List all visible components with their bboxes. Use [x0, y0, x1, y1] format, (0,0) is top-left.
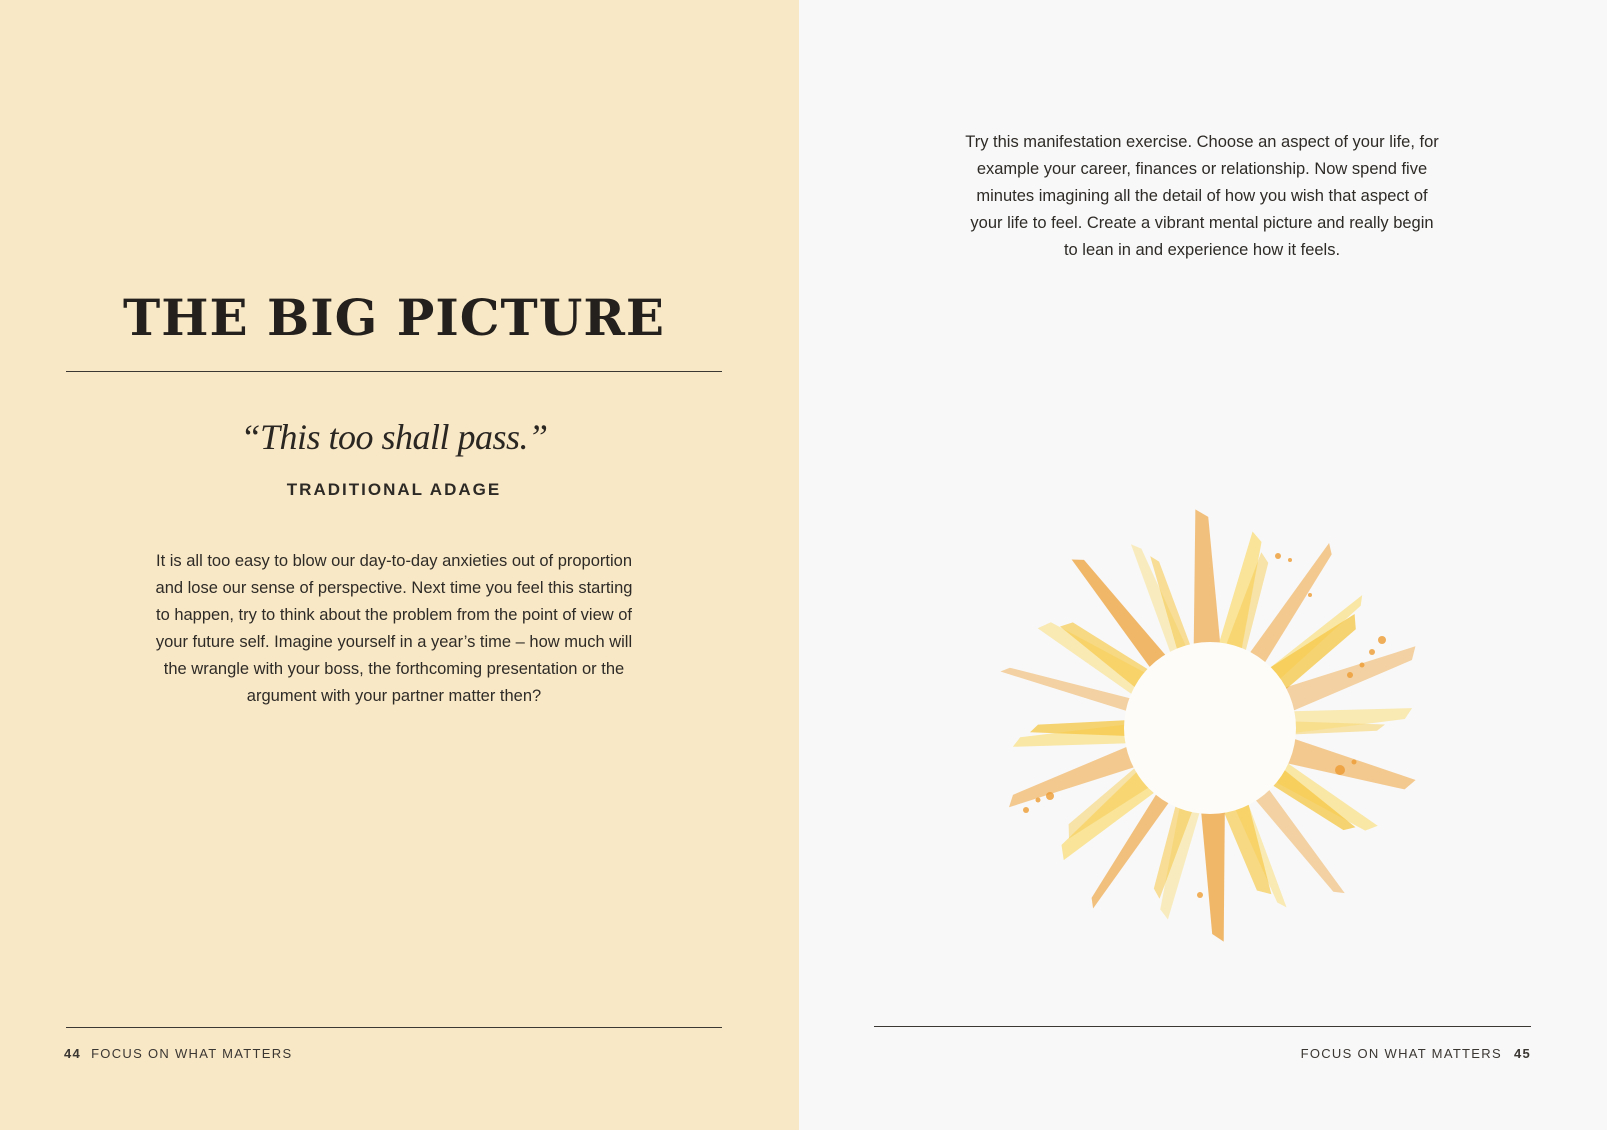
sun-ray — [1200, 798, 1230, 943]
running-head-right: FOCUS ON WHAT MATTERS — [1300, 1046, 1502, 1061]
footer-left — [64, 1046, 292, 1061]
body-line: minutes imagining all the detail of how you wish that aspect of — [976, 187, 1428, 205]
left-body-text — [128, 548, 660, 710]
watercolor-sun-icon — [990, 500, 1430, 960]
quote-text: “This too shall pass.” — [240, 417, 548, 457]
body-line: to happen, try to think about the problem from the point of view of — [155, 606, 633, 624]
title-divider — [66, 371, 722, 372]
footer-divider-right — [874, 1026, 1531, 1027]
right-body-text — [946, 129, 1458, 264]
body-line: argument with your partner matter then? — [246, 687, 542, 705]
sun-ray — [1188, 509, 1221, 659]
body-line: your life to feel. Create a vibrant mental picture and really begin — [970, 214, 1434, 232]
footer-right — [1301, 1046, 1531, 1061]
sun-center — [1124, 642, 1296, 814]
body-line: and lose our sense of perspective. Next time you feel this starting — [155, 579, 633, 597]
page-number-left: 44 — [64, 1046, 82, 1061]
body-line: Try this manifestation exercise. Choose an aspect of your life, for — [965, 133, 1439, 151]
quote-attribution: TRADITIONAL ADAGE — [286, 480, 502, 499]
footer-divider-left — [66, 1027, 722, 1028]
body-line: to lean in and experience how it feels. — [1063, 241, 1341, 259]
body-line: your future self. Imagine yourself in a year’s time – how much will — [155, 633, 633, 651]
sun-ray — [1030, 720, 1140, 737]
page-title: THE BIG PICTURE — [123, 288, 665, 347]
left-page — [0, 0, 799, 1130]
body-line: example your career, finances or relationship. Now spend five — [976, 160, 1428, 178]
body-line: It is all too easy to blow our day-to-day anxieties out of proportion — [155, 552, 632, 570]
running-head-left: FOCUS ON WHAT MATTERS — [91, 1046, 293, 1061]
body-line: the wrangle with your boss, the forthcoming presentation or the — [163, 660, 625, 678]
page-number-right: 45 — [1513, 1046, 1531, 1061]
